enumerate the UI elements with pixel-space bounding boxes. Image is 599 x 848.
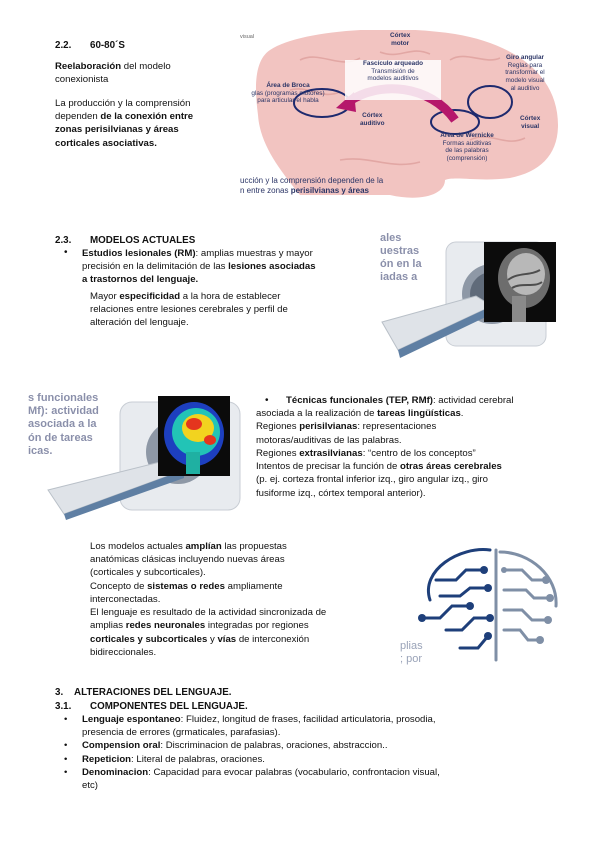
produccion-paragraph bbox=[55, 97, 245, 150]
models-line2: anatómicas clásicas incluyendo nuevas áreas bbox=[90, 554, 285, 566]
section-title-modelos-actuales: MODELOS ACTUALES bbox=[90, 235, 196, 246]
list-item: • Denominacion: Capacidad para evocar palabras (vocabulario, confrontacion visual, etc) bbox=[64, 766, 440, 792]
bullet-dot: • bbox=[64, 753, 68, 765]
fmri-activation-red-2 bbox=[204, 435, 216, 445]
list-item: • Lenguaje espontaneo: Fluidez, longitud de frases, facilidad articulatoria, prosodia, presencia de errores (grmaticales, parafasias). bbox=[64, 714, 436, 739]
wernicke-label: Área de Wernicke Formas auditivas de las palabras (comprensión) bbox=[440, 132, 494, 163]
brain-language-areas-figure bbox=[240, 30, 560, 200]
tecnicas-line7: (p. ej. corteza frontal inferior izq., giro angular izq., giro bbox=[256, 474, 488, 486]
models-line9: bidireccionales. bbox=[90, 646, 157, 658]
list-item: • Compension oral: Discriminacion de palabras, oraciones, abstraccion.. bbox=[64, 740, 388, 752]
list-item: • Repeticion: Literal de palabras, oraciones. bbox=[64, 753, 265, 765]
circuit-lines-dark bbox=[422, 550, 490, 648]
models-line6: El lenguaje es resultado de la actividad sincronizada de bbox=[90, 607, 327, 619]
reelaboracion-rest: del modelo bbox=[121, 61, 171, 72]
especificidad-paragraph: Mayor especificidad a la hora de establecer relaciones entre lesiones cerebrales y perfil de alteración del lenguaje. bbox=[90, 290, 380, 330]
estudios-lesionales-bold: Estudios lesionales (RM) bbox=[82, 248, 196, 259]
mri1-overlay-text: ales uestras ón en la iadas a bbox=[380, 232, 422, 283]
mri-brainstem bbox=[512, 296, 526, 322]
cortex-auditivo-label: Córtex auditivo bbox=[360, 112, 385, 127]
modelos-actuales-paragraph: Los modelos actuales amplían las propuestas anatómicas clásicas incluyendo nuevas áreas (corticales y subcorticales). Concepto de sistemas o redes ampliamente interconectadas. El lenguaje es resultado de la actividad sincronizada de amplias redes neuronales integradas por regiones corticales y subcorticales y vías de interconexión bidireccionales. bbox=[90, 540, 400, 659]
especificidad-line3: alteración del lenguaje. bbox=[90, 317, 189, 329]
produccion-line4: corticales asociativas. bbox=[55, 137, 157, 149]
fmri-brainstem bbox=[186, 452, 200, 474]
section-title-60-80: 60-80´S bbox=[90, 40, 125, 51]
reelaboracion-paragraph bbox=[55, 60, 235, 86]
estudios-line2a: precisión en la delimitación de las bbox=[82, 261, 229, 273]
bullet-dot: • bbox=[64, 740, 68, 752]
estudios-lesionales-item bbox=[82, 247, 382, 287]
circuit-lines-light bbox=[496, 550, 556, 660]
models-line3: (corticales y subcorticales). bbox=[90, 567, 206, 579]
especificidad-line2: relaciones entre lesiones cerebrales y perfil de bbox=[90, 304, 288, 316]
produccion-line2a: dependen bbox=[55, 111, 101, 123]
produccion-line2b: de la conexión entre bbox=[100, 111, 194, 123]
section-number-3-1: 3.1. bbox=[55, 701, 72, 712]
section-number-2-3: 2.3. bbox=[55, 235, 72, 246]
cortex-motor-label: Córtex motor bbox=[390, 32, 411, 47]
brain-caption: ucción y la comprensión dependen de la n entre zonas perisilvianas y áreas bbox=[240, 176, 384, 196]
models-line5: interconectadas. bbox=[90, 593, 161, 605]
circuit-overlay-text: plias ; por bbox=[400, 640, 423, 665]
circuit-nodes-light bbox=[501, 567, 554, 644]
bullet-dot: • bbox=[64, 766, 68, 778]
section-title-alteraciones: ALTERACIONES DEL LENGUAJE. bbox=[74, 687, 232, 698]
broca-label: Área de Broca glas (programas motores) para articular el habla bbox=[251, 82, 325, 105]
section-number-3: 3. bbox=[55, 687, 64, 698]
estudios-lesionales-rest: : amplias muestras y mayor bbox=[195, 248, 313, 259]
bullet-dot: • bbox=[64, 714, 68, 725]
estudios-line3: a trastornos del lenguaje. bbox=[82, 274, 199, 286]
fmri-overlay-text: s funcionales Mf): actividad asociada a la ón de tareas icas. bbox=[28, 392, 99, 457]
estudios-line2b: lesiones asociadas bbox=[228, 261, 316, 273]
fasciculo-label: Fascículo arqueado Transmisión de modelos auditivos bbox=[362, 60, 424, 83]
tecnicas-line8: fusiforme izq., córtex temporal anterior). bbox=[256, 487, 426, 499]
section-title-componentes: COMPONENTES DEL LENGUAJE. bbox=[90, 701, 248, 712]
fmri-scanner-image bbox=[28, 390, 250, 520]
reelaboracion-bold: Reelaboración bbox=[55, 61, 122, 72]
fmri-activation-red bbox=[186, 418, 202, 430]
brain-corner-text: visual bbox=[240, 34, 255, 40]
giro-angular-label: Giro angular Reglas para transformar el modelo visual al auditivo bbox=[505, 54, 545, 92]
tecnicas-line4: motoras/auditivas de las palabras. bbox=[256, 434, 402, 446]
reelaboracion-line2: conexionista bbox=[55, 74, 109, 86]
bullet-dot: • bbox=[265, 395, 269, 406]
produccion-line3: zonas perisilvianas y áreas bbox=[55, 124, 179, 136]
produccion-line1: La producción y la comprensión bbox=[55, 98, 191, 109]
bullet-dot: • bbox=[64, 247, 68, 258]
componentes-list bbox=[64, 713, 564, 792]
cortex-visual-label: Córtex visual bbox=[520, 115, 541, 130]
mri-scanner-image-1 bbox=[380, 232, 558, 372]
circuit-brain-image bbox=[400, 540, 568, 672]
tecnicas-funcionales-paragraph: Técnicas funcionales (TEP, RMf): actividad cerebral asociada a la realización de tareas lingüísticas. Regiones perisilvianas: representaciones motoras/auditivas de las palabras. Regiones extrasilvianas: “centro de los conceptos” Intentos de precisar la función de otras áreas cerebrales (p. ej. corteza frontal inferior izq., giro angular izq., giro fusiforme izq., córtex temporal anterior). bbox=[256, 394, 566, 500]
section-number-2-2: 2.2. bbox=[55, 40, 72, 51]
